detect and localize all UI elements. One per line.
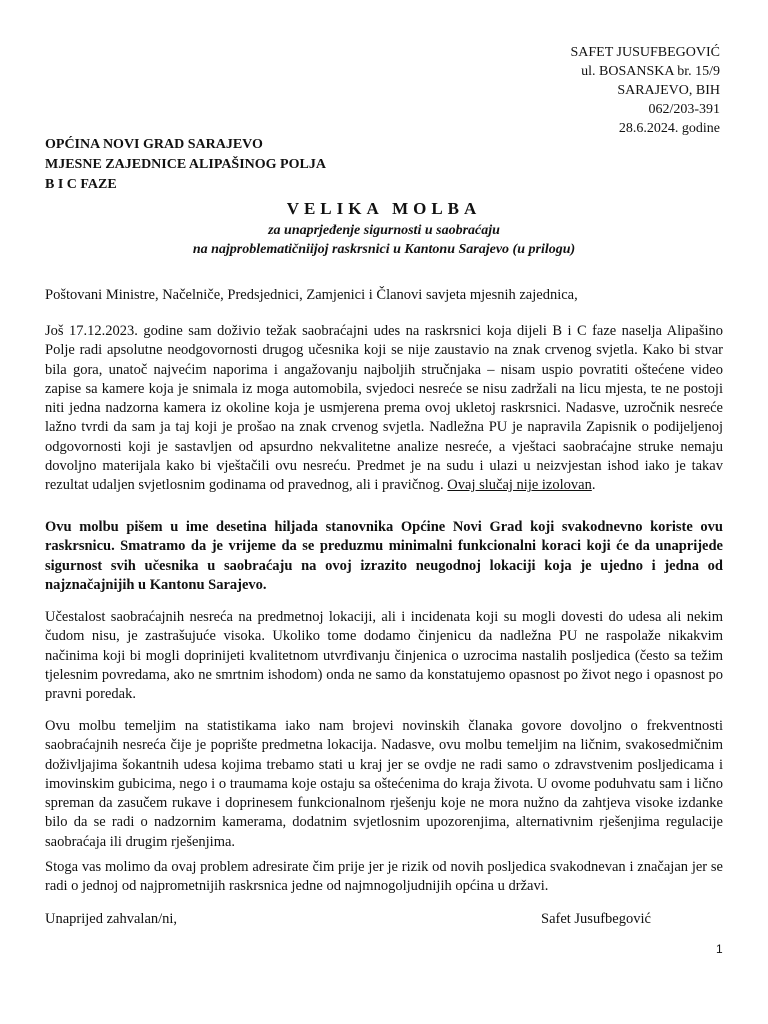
sender-name: SAFET JUSUFBEGOVIĆ — [570, 45, 720, 60]
signature-name: Safet Jusufbegović — [541, 911, 651, 927]
paragraph-3: Učestalost saobraćajnih nesreća na predmetnoj lokaciji, ali i incidenata koji su mogli dovesti do udesa ali nekim čudom nisu, je zastrašujuće visoka. Ukoliko tome dodamo činjenicu da nadležna PU ne raspolaže nikakvim načinima koji bi mogli doprinijeti kvalitetnom utvrđivanju činjenica o uzrocima nastalih posljedica (često sa težim tjelesnim povredama, ako ne smrtnim ishodom) onda ne samo da konstatujemo opasnost po život nego i opasnost po pravni poredak. — [45, 609, 723, 703]
paragraph-4: Ovu molbu temeljim na statistikama iako nam brojevi novinskih članaka govore dovoljno o frekventnosti saobraćajnih nesreća čije je poprište predmetna lokacija. Nadasve, ovu molbu temeljim na ličnim, svakosedmičnim doživljajima šokantnih udesa kojima trebamo stati u kraj jer se ovdje ne radi samo o zdravstvenim posljedicama i imovinskim gubicima, nego i o traumama koje ostaju sa oštećenima do kraja života. U ovome poduhvatu sam i lično spreman da zasučem rukave i doprinesem funkcionalnom rješenju koje ne mora nužno da zahtjeva visoke izdanke bilo da se radi o nadzornim kamerama, dodatnim svjetlosnim upozorenjima, alternativnim rješenjima regulacije saobraćaja ili drugim rješenjima. — [45, 718, 723, 850]
paragraph-5: Stoga vas molimo da ovaj problem adresirate čim prije jer je rizik od novih posljedica svakodnevan i značajan jer se radi o jednoj od najprometnijih raskrsnica jedne od najmnogoljudnijih općina u državi. — [45, 859, 723, 895]
paragraph-1 — [45, 322, 723, 496]
recipient-block — [45, 135, 326, 195]
subtitle-line-1: za unaprjeđenje sigurnosti u saobraćaju — [268, 223, 500, 238]
sender-phone: 062/203-391 — [648, 102, 720, 117]
sender-city: SARAJEVO, BIH — [617, 83, 720, 98]
subtitle-line-2: na najproblematičniijoj raskrsnici u Kantonu Sarajevo (u prilogu) — [192, 242, 576, 257]
underlined-phrase: Ovaj slučaj nije izolovan — [447, 477, 592, 494]
paragraph-1-end: . — [591, 477, 596, 494]
sender-street: ul. BOSANSKA br. 15/9 — [581, 64, 720, 79]
sender-address-block — [571, 43, 721, 138]
letter-date: 28.6.2024. godine — [618, 121, 720, 136]
letter-title: VELIKA MOLBA — [286, 199, 482, 218]
paragraph-2-bold: Ovu molbu pišem u ime desetina hiljada stanovnika Općine Novi Grad koji svakodnevno koriste ovu raskrsnicu. Smatramo da je vrijeme da se preduzmu minimalni funkcionalni koraci koji će da unaprijede sigurnost svih učesnika u saobraćaju na ovoj izrazito neugodnoj lokaciji koja je ujedno i jedna od najznačajnijih u Kantonu Sarajevo. — [45, 519, 723, 593]
recipient-line-2: MJESNE ZAJEDNICE ALIPAŠINOG POLJA — [45, 157, 326, 172]
recipient-line-1: OPĆINA NOVI GRAD SARAJEVO — [45, 137, 263, 152]
letter-subtitle — [0, 221, 768, 259]
greeting: Poštovani Ministre, Načelniče, Predsjednici, Zamjenici i Članovi savjeta mjesnih zajednica, — [45, 287, 578, 303]
paragraph-1-text: Još 17.12.2023. godine sam doživio težak saobraćajni udes na raskrsnici koja dijeli B i C faze naselja Alipašino Polje radi apsolutne neodgovornosti drugog učesnika koji se nije zaustavio na znak crvenog svjetla. Kako bi stvar bila gora, unatoč najvećim naporima i angažovanju najboljih stručnjaka – nisam uspio povratiti oštećene video zapise sa kamere koja je snimala iz moga automobila, svjedoci nesreće se nisu zadržali na licu mjesta, te ne postoji niti jedna nadzorna kamera iz okoline koja je usmjerena prema ovoj ukletoj raskrsnici. Nadasve, uzročnik nesreće lažno tvrdi da sam ja taj koji je prošao na znak crvenog svjetla. Nadležna PU je napravila Zapisnik o podijeljenoj odgovornosti koji je sastavljen od apsurdno nekvalitetne analize nesreće, a vještaci saobraćajne struke nemaju dovoljno materijala kako bi vještačili ovu nesreću. Predmet je na sudu i ulazi u neizvjestan ishod iako je takav rezultat udaljen svjetlosnim godinama od pravednog, ali i pravičnog. — [45, 323, 723, 494]
closing-line: Unaprijed zahvalan/ni, — [45, 911, 178, 927]
page-number: 1 — [716, 942, 723, 956]
recipient-line-3: B I C FAZE — [45, 177, 117, 192]
